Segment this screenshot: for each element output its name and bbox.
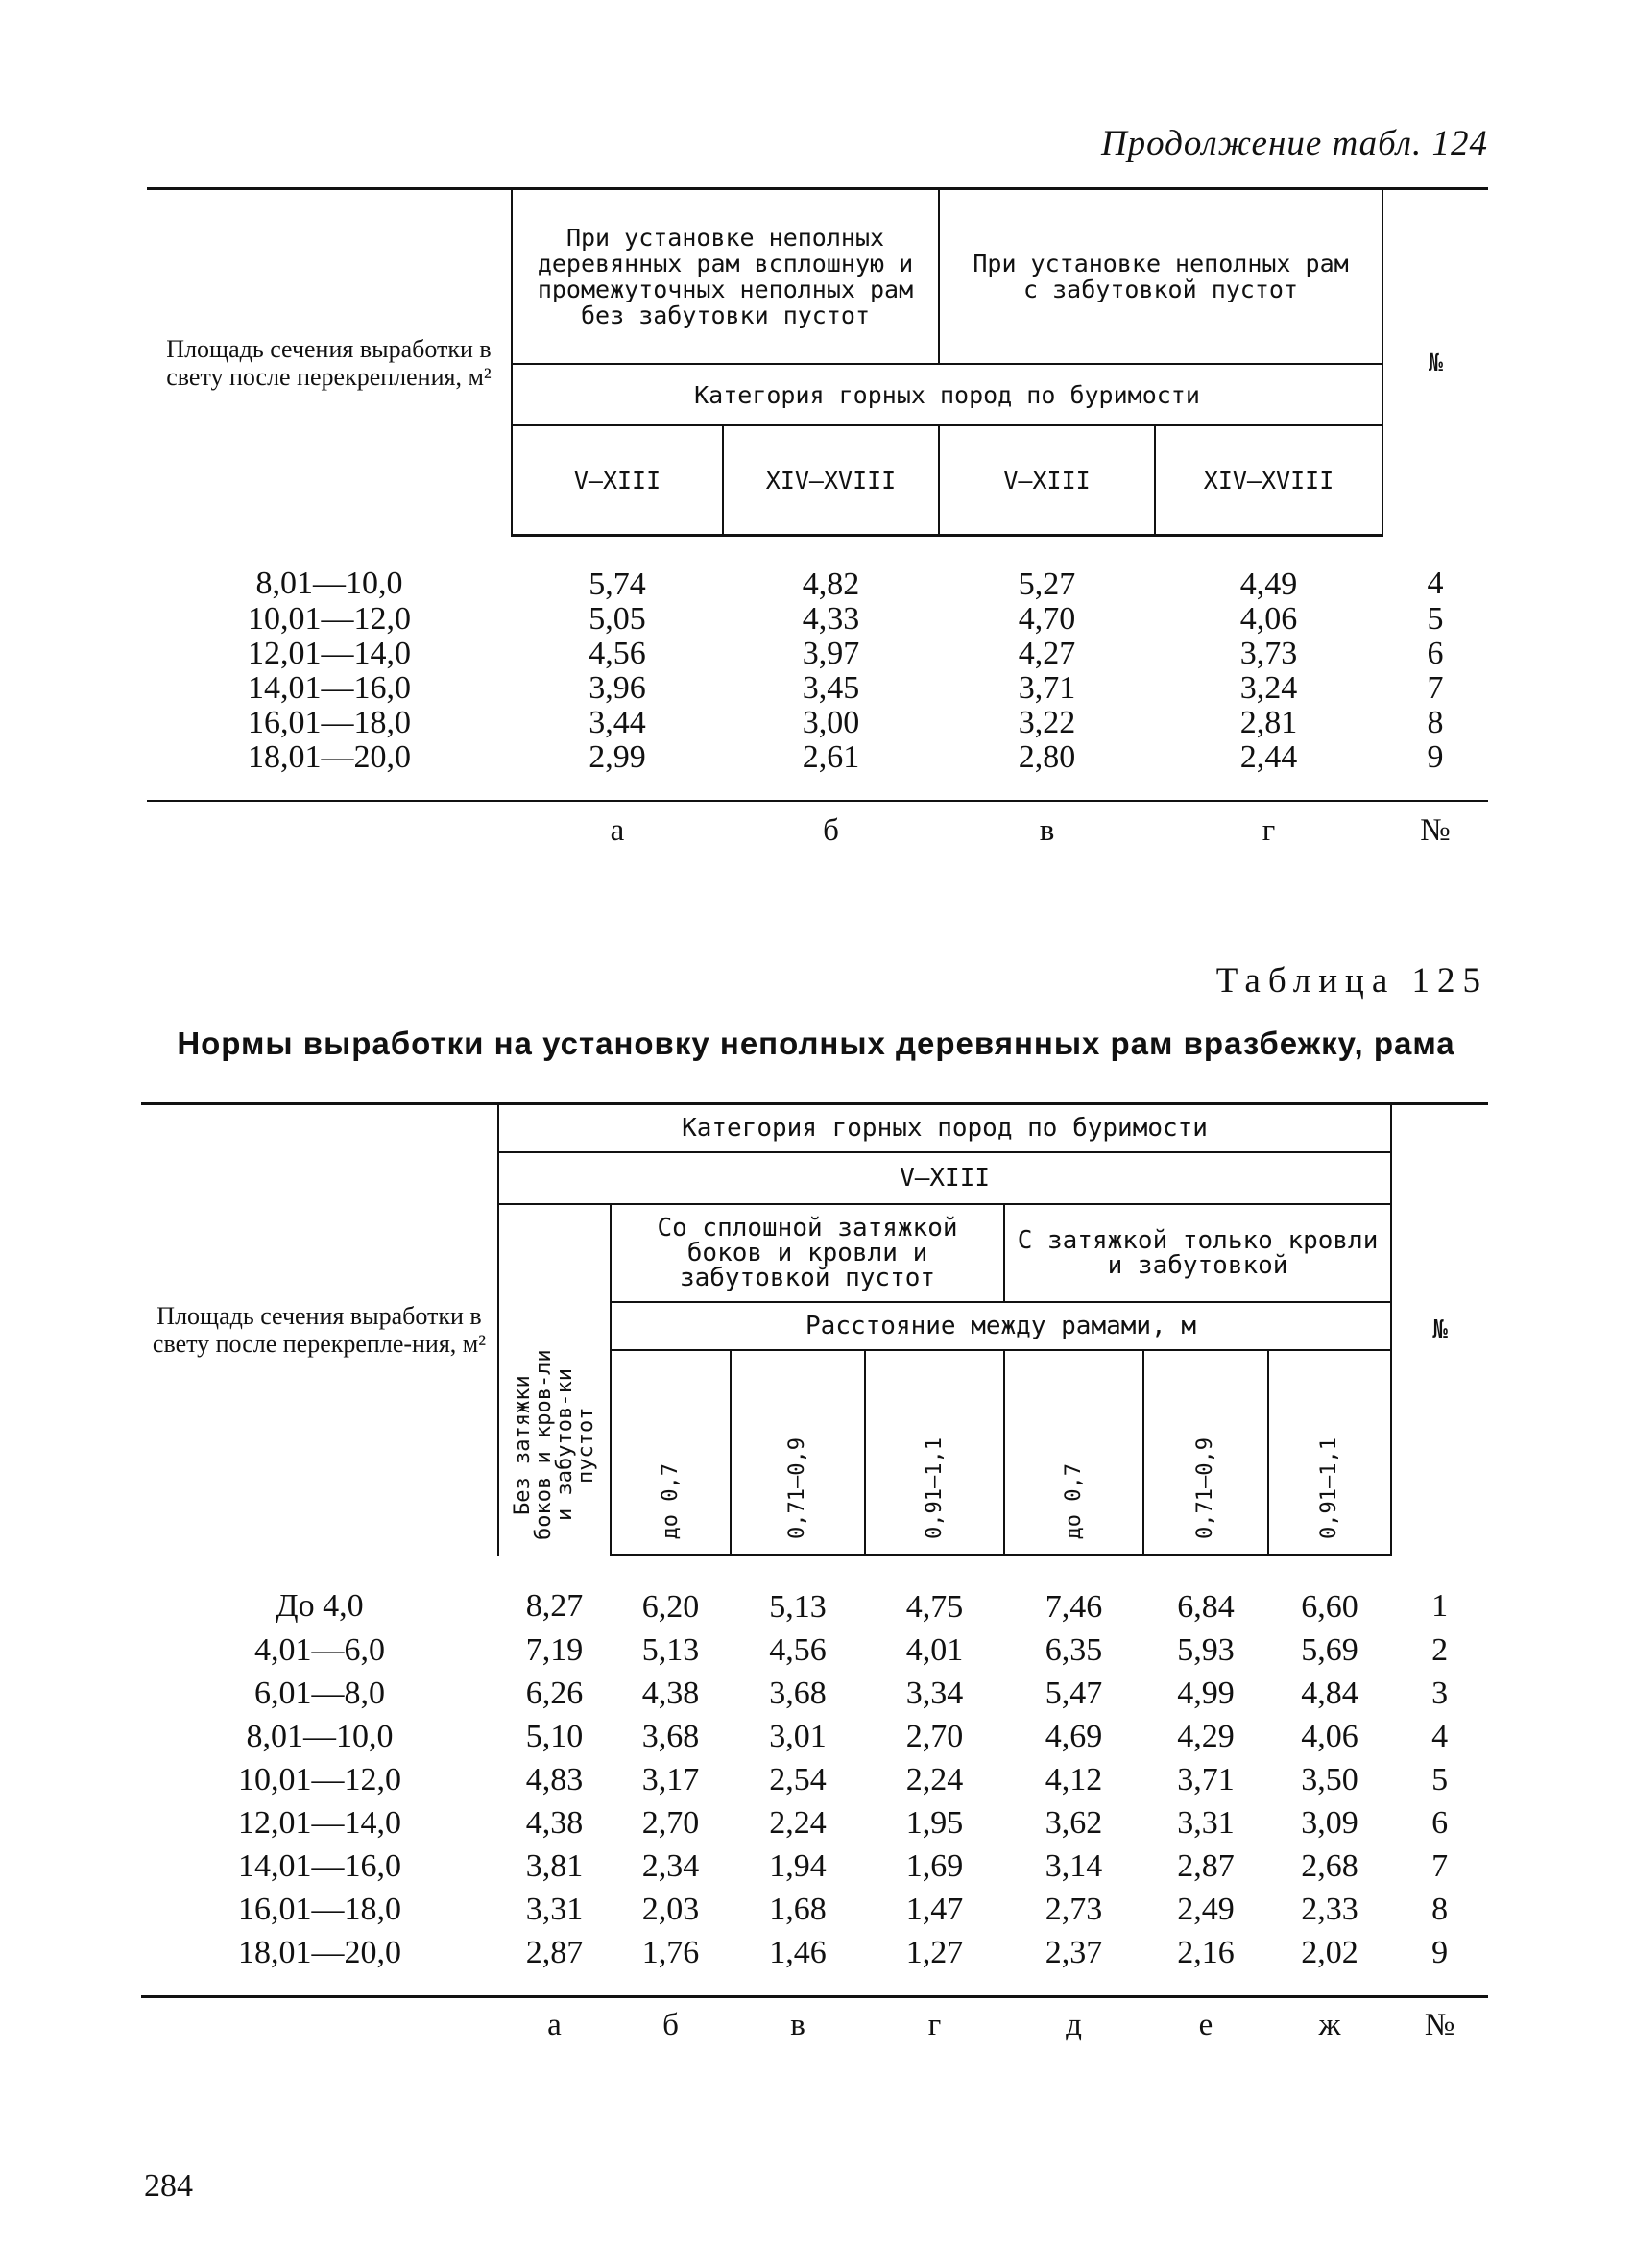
row-number: 7 <box>1427 670 1444 706</box>
value-cell: 3,71 <box>1018 670 1076 706</box>
value-cell: 4,49 <box>1239 567 1298 602</box>
footer-letter: е <box>1198 2008 1213 2042</box>
row-number: 6 <box>1431 1805 1449 1841</box>
value-cell: 1,47 <box>905 1892 964 1927</box>
row-number: 4 <box>1427 566 1444 602</box>
spacing-value: 0,91—1,1 <box>1268 1350 1391 1556</box>
value-cell: 2,03 <box>641 1892 700 1927</box>
value-cell: 3,31 <box>1177 1805 1235 1841</box>
value-cell: 4,56 <box>769 1632 827 1668</box>
value-cell: 6,60 <box>1301 1589 1358 1625</box>
value-cell: 3,71 <box>1177 1762 1235 1798</box>
value-cell: 2,24 <box>905 1762 964 1798</box>
value-cell: 5,05 <box>589 601 646 637</box>
value-cell: 2,02 <box>1268 1931 1391 1997</box>
row-number: 3 <box>1431 1676 1449 1711</box>
table-row <box>147 637 1488 671</box>
value-cell: 8,27 <box>525 1588 584 1625</box>
group1-header: При установке неполных деревянных рам всплошную и промежуточных неполных рам без забутовки пустот <box>512 189 939 365</box>
value-cell: 5,27 <box>1018 567 1076 602</box>
row-number: 4 <box>1431 1719 1449 1754</box>
value-cell: 2,80 <box>939 740 1155 801</box>
row-number: 2 <box>1431 1632 1449 1668</box>
group1-header: Со сплошной затяжкой боков и кровли и забутовкой пустот <box>611 1204 1004 1302</box>
area-cell: 14,01—16,0 <box>238 1848 401 1884</box>
value-cell: 2,34 <box>641 1848 700 1884</box>
spacing-value: до 0,7 <box>1004 1350 1143 1556</box>
category-header: Категория горных пород по буримости <box>498 1104 1391 1153</box>
value-cell: 3,81 <box>525 1848 584 1884</box>
group2-header: При установке неполных рам с забутовкой пустот <box>939 189 1382 365</box>
value-cell: 4,83 <box>525 1762 584 1798</box>
area-header: Площадь сечения выработки в свету после перекрепления, м² <box>147 189 512 536</box>
num-header: № <box>1391 1104 1488 1556</box>
spacing-value: до 0,7 <box>611 1350 731 1556</box>
sub-header: XIV—XVIII <box>1155 425 1382 536</box>
page-number: 284 <box>144 2168 193 2204</box>
value-cell: 6,35 <box>1045 1632 1103 1668</box>
table-row <box>141 1845 1488 1888</box>
table-row <box>141 1931 1488 1997</box>
value-cell: 4,82 <box>802 567 860 602</box>
area-cell: 14,01—16,0 <box>248 670 411 706</box>
value-cell: 2,73 <box>1045 1892 1103 1927</box>
footer-letter: г <box>1262 813 1276 848</box>
footer-num: № <box>1424 2008 1455 2042</box>
area-cell: 16,01—18,0 <box>248 705 411 740</box>
footer-letter: в <box>1039 813 1055 848</box>
table-125 <box>141 1102 1488 2044</box>
value-cell: 4,56 <box>589 636 646 671</box>
area-cell: 4,01—6,0 <box>254 1632 385 1668</box>
value-cell: 2,44 <box>1155 740 1382 801</box>
value-cell: 5,74 <box>589 567 646 602</box>
value-cell: 2,87 <box>1177 1848 1235 1884</box>
value-cell: 4,12 <box>1045 1762 1103 1798</box>
value-cell: 3,22 <box>1018 705 1076 740</box>
row-number: 6 <box>1427 636 1444 671</box>
spacing-value: 0,71—0,9 <box>1143 1350 1268 1556</box>
area-cell: 6,01—8,0 <box>254 1676 385 1711</box>
row-number: 7 <box>1431 1848 1449 1884</box>
table-row <box>141 1715 1488 1758</box>
value-cell: 2,24 <box>769 1805 827 1841</box>
sub-header: XIV—XVIII <box>723 425 939 536</box>
area-cell: 12,01—14,0 <box>248 636 411 671</box>
table-row <box>141 1629 1488 1672</box>
sub-header: V—XIII <box>512 425 723 536</box>
value-cell: 6,26 <box>525 1676 584 1711</box>
value-cell: 7,19 <box>525 1632 584 1668</box>
value-cell: 1,46 <box>731 1931 865 1997</box>
category-header: Категория горных пород по буримости <box>512 364 1382 425</box>
spacing-header: Расстояние между рамами, м <box>611 1302 1391 1350</box>
footer-letter: б <box>662 2008 679 2042</box>
table-row <box>147 671 1488 706</box>
value-cell: 4,38 <box>525 1805 584 1841</box>
value-cell: 1,27 <box>865 1931 1004 1997</box>
value-cell: 2,33 <box>1301 1892 1358 1927</box>
table-row <box>147 602 1488 637</box>
value-cell: 3,44 <box>589 705 646 740</box>
value-cell: 4,27 <box>1018 636 1076 671</box>
num-header: № <box>1382 189 1488 536</box>
value-cell: 1,68 <box>769 1892 827 1927</box>
footer-letter: г <box>927 2008 942 2042</box>
value-cell: 2,70 <box>641 1805 700 1841</box>
row-number: 5 <box>1427 601 1444 637</box>
row-number: 9 <box>1391 1931 1488 1997</box>
value-cell: 3,68 <box>769 1676 827 1711</box>
value-cell: 7,46 <box>1045 1589 1103 1625</box>
value-cell: 3,62 <box>1045 1805 1103 1841</box>
value-cell: 3,01 <box>769 1719 827 1754</box>
value-cell: 5,93 <box>1177 1632 1235 1668</box>
value-cell: 3,50 <box>1301 1762 1358 1798</box>
value-cell: 5,47 <box>1045 1676 1103 1711</box>
value-cell: 1,95 <box>905 1805 964 1841</box>
area-cell: До 4,0 <box>276 1588 364 1625</box>
value-cell: 4,69 <box>1045 1719 1103 1754</box>
table-124 <box>147 187 1488 850</box>
table-row <box>141 1672 1488 1715</box>
table-row <box>147 740 1488 801</box>
value-cell: 3,96 <box>589 670 646 706</box>
value-cell: 3,97 <box>802 636 860 671</box>
footer-num: № <box>1420 813 1451 848</box>
value-cell: 3,00 <box>802 705 860 740</box>
area-cell: 18,01—20,0 <box>147 740 512 801</box>
row-number: 8 <box>1431 1892 1449 1927</box>
area-cell: 12,01—14,0 <box>238 1805 401 1841</box>
area-cell: 8,01—10,0 <box>255 566 403 602</box>
table-row <box>147 536 1488 603</box>
table-row <box>147 706 1488 740</box>
value-cell: 6,84 <box>1177 1589 1235 1625</box>
value-cell: 2,87 <box>498 1931 611 1997</box>
area-header: Площадь сечения выработки в свету после перекрепле-ния, м² <box>141 1104 498 1556</box>
value-cell: 2,61 <box>723 740 939 801</box>
value-cell: 5,69 <box>1301 1632 1358 1668</box>
value-cell: 3,45 <box>802 670 860 706</box>
group2-header: С затяжкой только кровли и забутовкой <box>1004 1204 1391 1302</box>
table-125-title: Нормы выработки на установку неполных деревянных рам вразбежку, рама <box>177 1025 1455 1061</box>
value-cell: 5,13 <box>641 1632 700 1668</box>
row-number: 9 <box>1382 740 1488 801</box>
value-cell: 3,73 <box>1239 636 1298 671</box>
value-cell: 2,99 <box>512 740 723 801</box>
value-cell: 4,33 <box>802 601 860 637</box>
footer-letter: а <box>610 813 625 848</box>
value-cell: 3,31 <box>525 1892 584 1927</box>
sub-header: V—XIII <box>939 425 1155 536</box>
value-cell: 1,69 <box>905 1848 964 1884</box>
spacing-value: 0,71—0,9 <box>731 1350 865 1556</box>
value-cell: 3,17 <box>641 1762 700 1798</box>
value-cell: 2,68 <box>1301 1848 1358 1884</box>
area-cell: 8,01—10,0 <box>246 1719 394 1754</box>
value-cell: 1,76 <box>611 1931 731 1997</box>
value-cell: 2,16 <box>1143 1931 1268 1997</box>
value-cell: 6,20 <box>641 1589 700 1625</box>
value-cell: 2,49 <box>1177 1892 1235 1927</box>
footer-letter: в <box>790 2008 805 2042</box>
spacing-value: 0,91—1,1 <box>865 1350 1004 1556</box>
footer-letter: б <box>823 813 839 848</box>
area-cell: 10,01—12,0 <box>238 1762 401 1798</box>
value-cell: 2,54 <box>769 1762 827 1798</box>
value-cell: 4,01 <box>905 1632 964 1668</box>
row-number: 1 <box>1431 1588 1449 1625</box>
table-125-label: Таблица 125 <box>1215 961 1488 1001</box>
table-row <box>141 1801 1488 1845</box>
table-row <box>141 1556 1488 1629</box>
continuation-title: Продолжение табл. 124 <box>1100 124 1488 163</box>
value-cell: 3,24 <box>1239 670 1298 706</box>
category-range: V—XIII <box>498 1152 1391 1204</box>
footer-letter: а <box>547 2008 562 2042</box>
value-cell: 5,13 <box>769 1589 827 1625</box>
table-row <box>141 1888 1488 1931</box>
value-cell: 2,70 <box>905 1719 964 1754</box>
value-cell: 4,38 <box>641 1676 700 1711</box>
value-cell: 4,29 <box>1177 1719 1235 1754</box>
area-cell: 18,01—20,0 <box>141 1931 498 1997</box>
row-number: 8 <box>1427 705 1444 740</box>
value-cell: 4,75 <box>905 1589 964 1625</box>
value-cell: 4,70 <box>1018 601 1076 637</box>
footer-letter: ж <box>1318 2008 1341 2042</box>
value-cell: 3,09 <box>1301 1805 1358 1841</box>
value-cell: 5,10 <box>525 1719 584 1754</box>
no-lining-header: Без затяжки боков и кров-ли и забутов-ки пустот <box>498 1204 611 1556</box>
value-cell: 4,84 <box>1301 1676 1358 1711</box>
value-cell: 3,34 <box>905 1676 964 1711</box>
value-cell: 4,06 <box>1301 1719 1358 1754</box>
value-cell: 2,37 <box>1004 1931 1143 1997</box>
value-cell: 2,81 <box>1239 705 1298 740</box>
row-number: 5 <box>1431 1762 1449 1798</box>
value-cell: 4,99 <box>1177 1676 1235 1711</box>
footer-letter: д <box>1066 2008 1082 2042</box>
value-cell: 3,14 <box>1045 1848 1103 1884</box>
table-row <box>141 1758 1488 1801</box>
area-cell: 16,01—18,0 <box>238 1892 401 1927</box>
value-cell: 1,94 <box>769 1848 827 1884</box>
value-cell: 3,68 <box>641 1719 700 1754</box>
area-cell: 10,01—12,0 <box>248 601 411 637</box>
value-cell: 4,06 <box>1239 601 1298 637</box>
